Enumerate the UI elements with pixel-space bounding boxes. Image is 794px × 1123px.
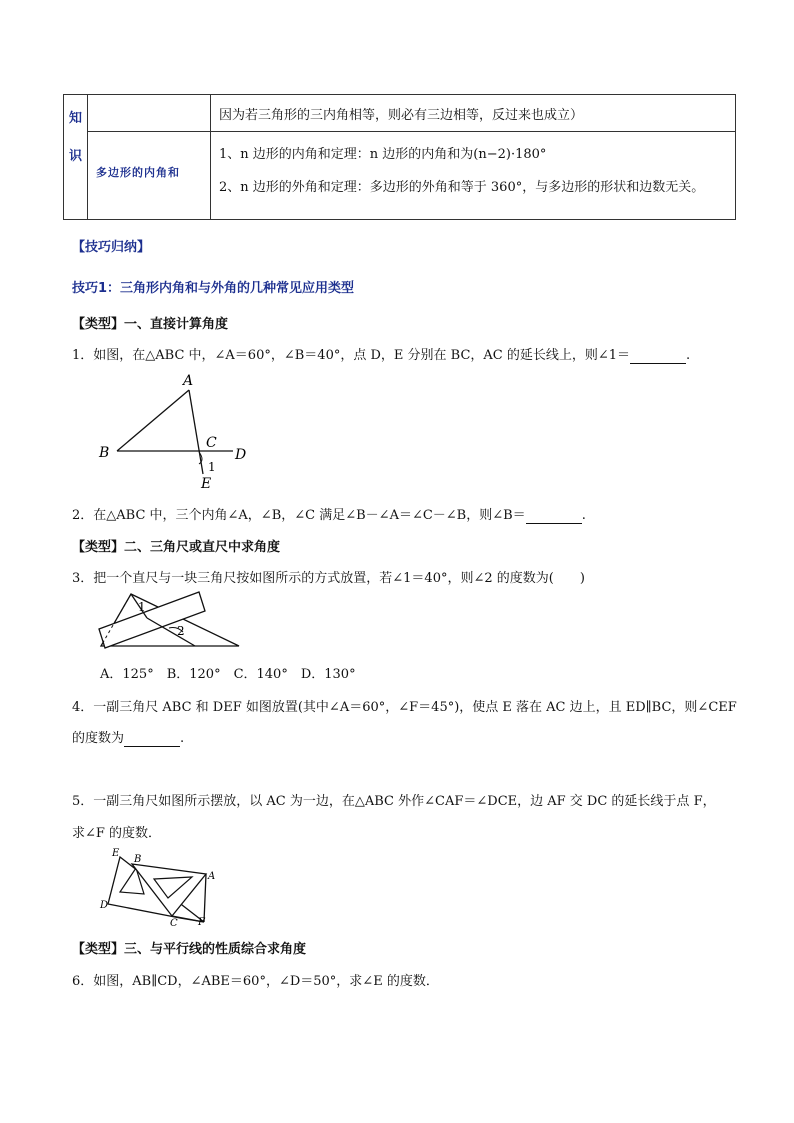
fig1-label-a: A [183,373,194,389]
question-1-end: . [686,348,691,363]
knowledge-label-char1: 知 [68,111,82,126]
type2-heading: 【类型】二、三角尺或直尺中求角度 [72,540,281,555]
question-2-text: 2．在△ABC 中，三个内角∠A，∠B，∠C 满足∠B－∠A＝∠C－∠B，则∠B＝ [72,508,526,523]
question-4-line1: 4．一副三角尺 ABC 和 DEF 如图放置(其中∠A＝60°，∠F＝45°)，使点 E 落在 AC 边上，且 ED∥BC，则∠CEF [72,700,737,715]
fig1-label-angle1: 1 [208,460,216,474]
question-2 [72,504,586,524]
fig3-ruler [99,592,205,648]
question-1-answer-blank[interactable] [630,348,686,364]
question-5-line1: 5．一副三角尺如图所示摆放，以 AC 为一边，在△ABC 外作∠CAF＝∠DCE，边 AF 交 DC 的延长线于点 F， [72,794,716,809]
row2-title-cell [88,132,211,220]
fig1-label-d: D [235,447,247,463]
fig1-segment-ba [117,390,189,451]
fig3-label-1: 1 [138,600,146,614]
question-3: 3．把一个直尺与一块三角尺按如图所示的方式放置，若∠1＝40°，则∠2 的度数为( ) [72,571,585,586]
question-6: 6．如图，AB∥CD，∠ABE＝60°，∠D＝50°，求∠E 的度数． [72,974,439,989]
question-2-end: . [581,508,586,523]
row2-title: 多边形的内角和 [96,166,180,179]
row2-content-cell [211,132,736,220]
question-1 [72,344,690,364]
figure-3 [95,588,245,654]
type3-heading: 【类型】三、与平行线的性质综合求角度 [72,942,307,957]
figure-5 [96,846,226,928]
question-1-text: 1．如图，在△ABC 中，∠A＝60°，∠B＝40°，点 D，E 分别在 BC，AC 的延长线上，则∠1＝ [72,348,631,363]
question-5-line2: 求∠F 的度数． [72,826,162,841]
fig5-label-a: A [208,871,216,882]
question-4-end: . [180,731,185,746]
fig5-label-d: D [100,900,109,911]
row1-text: 因为若三角形的三内角相等，则必有三边相等，反过来也成立） [219,108,584,123]
question-2-answer-blank[interactable] [526,508,582,524]
fig1-label-b: B [99,445,110,461]
knowledge-label-cell [64,95,88,220]
fig1-label-c: C [206,435,217,451]
knowledge-table [63,94,736,220]
row1-content-cell [211,95,736,132]
row1-title-cell [88,95,211,132]
fig5-label-c: C [170,918,178,928]
question-3-options: A．125° B．120° C．140° D．130° [100,667,356,682]
knowledge-label-char2: 识 [68,149,82,164]
type1-heading: 【类型】一、直接计算角度 [72,317,229,332]
question-4-answer-blank[interactable] [124,731,180,747]
question-4-line2 [72,727,184,747]
fig5-label-b: B [134,854,142,865]
fig3-label-2: 2 [177,624,185,638]
skill1-title: 技巧1：三角形内角和与外角的几种常见应用类型 [72,281,355,296]
heading-skills: 【技巧归纳】 [72,240,151,255]
fig5-line-af [204,874,206,922]
fig5-label-f: F [198,917,205,928]
fig1-label-e: E [201,476,212,492]
figure-1 [95,368,255,492]
fig5-label-e: E [112,848,120,859]
row2-line1: 1、n 边形的内角和定理：n 边形的内角和为(n−2)·180° [219,147,547,162]
question-4-line2-text: 的度数为 [72,731,125,746]
row2-line2: 2、n 边形的外角和定理：多边形的外角和等于 360°，与多边形的形状和边数无关。 [219,180,705,195]
